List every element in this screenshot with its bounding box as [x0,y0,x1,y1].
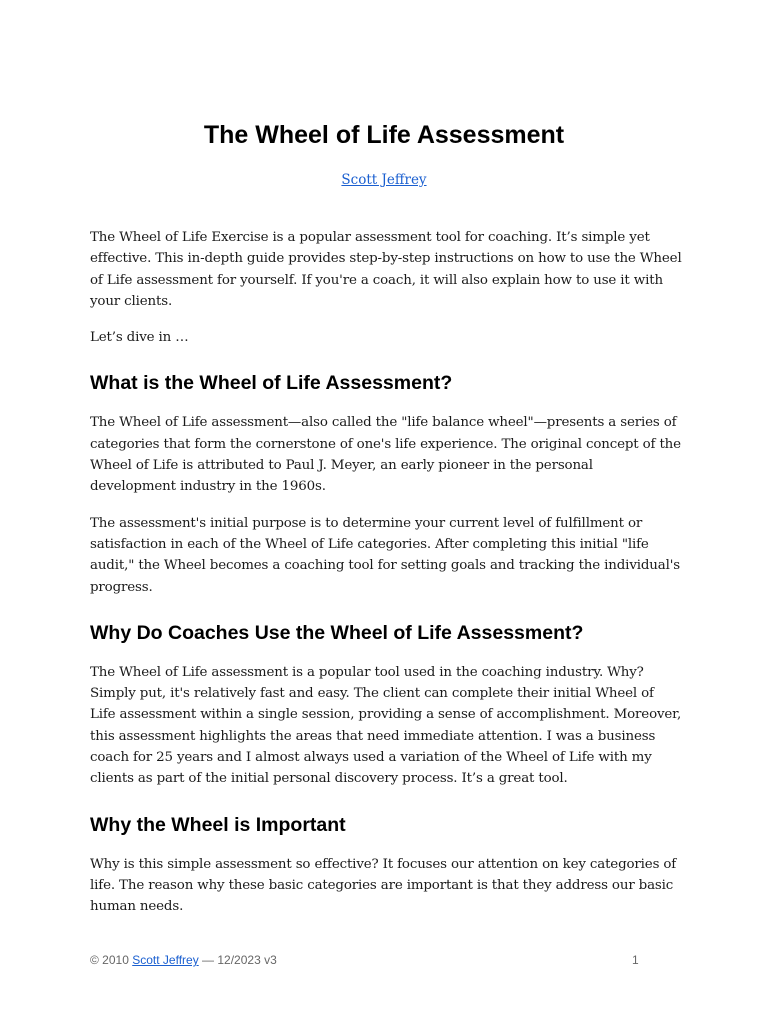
section-heading: What is the Wheel of Life Assessment? [90,372,453,395]
section-paragraph: The Wheel of Life assessment—also called the "life balance wheel"—presents a series of categories that form the cornerstone of one's life experience. The original concept of the Wheel of Life is attributed to Paul J. Meyer, an early pioneer in the personal development industry in the 1960s. [90,415,681,495]
section-paragraph: The assessment's initial purpose is to determine your current level of fulfillment or satisfaction in each of the Wheel of Life categories. After completing this initial "life audit," the Wheel becomes a coaching tool for setting goals and tracking the individual's progress. [90,515,680,595]
section-heading: Why the Wheel is Important [90,813,346,836]
page-footer [90,952,642,968]
section-paragraph: The Wheel of Life assessment is a popular tool used in the coaching industry. Why? Simply put, it's relatively fast and easy. The client can complete their initial Wheel of Life assessment within a single session, providing a sense of accomplishment. Moreover, this assessment highlights the areas that need immediate attention. I was a business coach for 25 years and I almost always used a variation of the Wheel of Life with my clients as part of the initial personal discovery process. It’s a great tool. [90,664,682,787]
author-link[interactable]: Scott Jeffrey [341,172,427,188]
author-line [0,170,768,190]
intro-paragraph: Let’s dive in … [90,330,189,346]
page-number: 1 [632,953,639,967]
section-paragraph: Why is this simple assessment so effective? It focuses our attention on key categories of life. The reason why these basic categories are important is that they address our basic human needs. [90,856,677,915]
footer-copyright: © 2010 [90,953,133,967]
section-heading: Why Do Coaches Use the Wheel of Life Assessment? [90,621,584,644]
intro-paragraph: The Wheel of Life Exercise is a popular assessment tool for coaching. It’s simple yet effective. This in-depth guide provides step-by-step instructions on how to use the Wheel of Life assessment for yourself. If you're a coach, it will also explain how to use it with your clients. [90,230,682,309]
footer-version: — 12/2023 v3 [198,953,277,967]
document-body [90,227,682,933]
document-title: The Wheel of Life Assessment [203,121,565,149]
footer-author-link[interactable]: Scott Jeffrey [132,953,199,967]
